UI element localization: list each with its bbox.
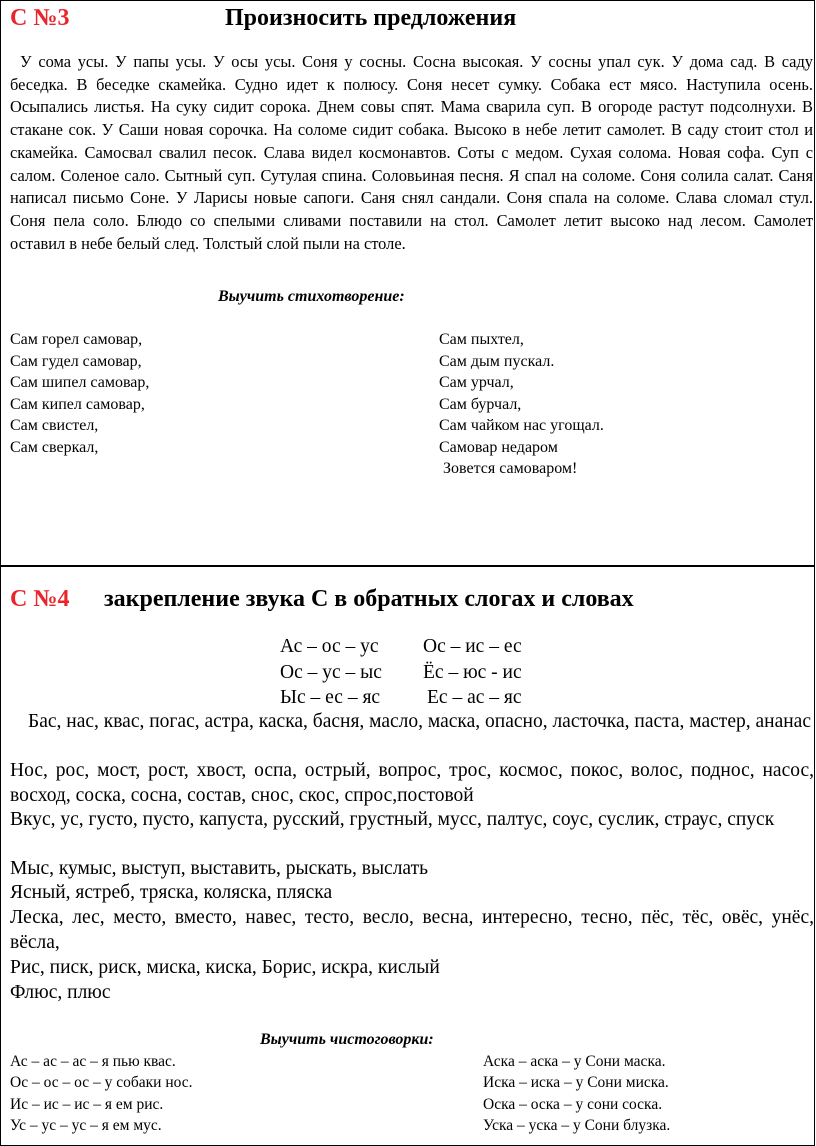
poem-line: Сам дым пускал. [439,352,555,370]
poem-right-column [439,329,604,480]
word-line: Вкус, ус, густо, пусто, капуста, русский, грустный, мусс, палтус, соус, суслик, страус, спуск [10,809,775,830]
tongue-twister: Аска – аска – у Сони маска. [483,1053,666,1070]
poem-line: Сам кипел самовар, [10,395,145,413]
section-4-title: закрепление звука С в обратных слогах и словах [104,586,634,612]
poem-line: Сам бурчал, [439,395,522,413]
tongue-twister: Ус – ус – ус – я ем мус. [10,1116,162,1134]
tongue-twister-heading: Выучить чистоговорки: [260,1031,434,1048]
syllable-row: Ыс – ес – яс [280,687,381,708]
section-3-number: С №3 [10,5,70,31]
tongue-twister: Ос – ос – ос – у собаки нос. [10,1074,193,1092]
tongue-twister: Оска – оска – у сони соска. [483,1095,663,1113]
syllable-row: Ос – ус – ыс [280,661,382,683]
word-line: Леска, лес, место, вместо, навес, тесто, весло, весна, интересно, тесно, пёс, тёс, овёс, унёс, вёсла, [10,907,814,953]
word-line: Рис, писк, риск, миска, киска, Борис, искра, кислый [10,957,440,978]
tongue-twisters-right [483,1051,670,1136]
tongue-twisters-left [10,1051,193,1136]
section-3-paragraph: У сома усы. У папы усы. У осы усы. Соня у сосны. Сосна высокая. У сосны упал сук. У дома сад. В саду беседка. В беседке скамейка. Судно идет к полюсу. Соня несет сумку. Собака ест мясо. Наступила осень. Осыпались листья. На суку сидит сорока. Днем совы спят. Мама сварила суп. В огороде растут подсолнухи. В стакане сок. У Саши новая сорочка. На соломе сидит собака. Высоко в небе летит самолет. В саду стоит стол и скамейка. Самосвал свалил песок. Слава видел космонавтов. Соты с медом. Сухая солома. Новая софа. Суп с салом. Соленое сало. Сытный суп. Сутулая спина. Соловьиная песня. Я спал на соломе. Соня солила салат. Саня написал письмо Соне. У Ларисы новые сапоги. Саня снял сандали. Соня спала на соломе. Слава сломал стул. Соня пела соло. Блюдо со спелыми сливами поставили на стол. Самолет летит высоко над лесом. Самолет оставил в небе белый след. Толстый слой пыли на столе. [10,52,813,253]
syllable-row: Ес – ас – яс [427,687,522,708]
poem-left-column [10,329,149,458]
section-4-number: С №4 [10,586,70,612]
poem-line: Самовар недаром [439,438,558,456]
syllables-left [280,634,382,711]
syllable-row: Ос – ис – ес [423,636,522,657]
tongue-twister: Иска – иска – у Сони миска. [483,1074,669,1092]
word-line: Нос, рос, мост, рост, хвост, оспа, острый, вопрос, трос, космос, покос, волос, поднос, насос, восход, соска, сосна, состав, снос, скос, спрос,постовой [10,760,814,806]
tongue-twister: Ас – ас – ас – я пью квас. [10,1053,176,1070]
word-line: Мыс, кумыс, выступ, выставить, рыскать, выслать [10,858,428,879]
poem-heading: Выучить стихотворение: [218,288,405,305]
section-3-title: Произносить предложения [225,5,517,31]
poem-line: Сам пыхтел, [439,331,524,348]
poem-line: Сам сверкал, [10,438,99,456]
poem-line: Сам свистел, [10,417,99,434]
syllable-row: Ас – ос – ус [280,636,379,657]
poem-line: Сам шипел самовар, [10,374,150,391]
tongue-twister: Уска – уска – у Сони блузка. [483,1116,671,1134]
word-line: Бас, нас, квас, погас, астра, каска, басня, масло, маска, опасно, ласточка, паста, мастер, ананас [28,711,811,732]
word-line: Флюс, плюс [10,982,111,1003]
poem-line: Сам горел самовар, [10,331,143,348]
poem-line: Сам гудел самовар, [10,352,142,370]
syllable-row: Ёс – юс - ис [423,661,522,683]
word-line: Ясный, ястреб, тряска, коляска, пляска [10,882,333,903]
poem-line: Зовется самоваром! [443,460,578,477]
poem-line: Сам урчал, [439,374,514,391]
poem-line: Сам чайком нас угощал. [439,417,604,434]
syllables-right [423,634,522,711]
tongue-twister: Ис – ис – ис – я ем рис. [10,1095,164,1113]
